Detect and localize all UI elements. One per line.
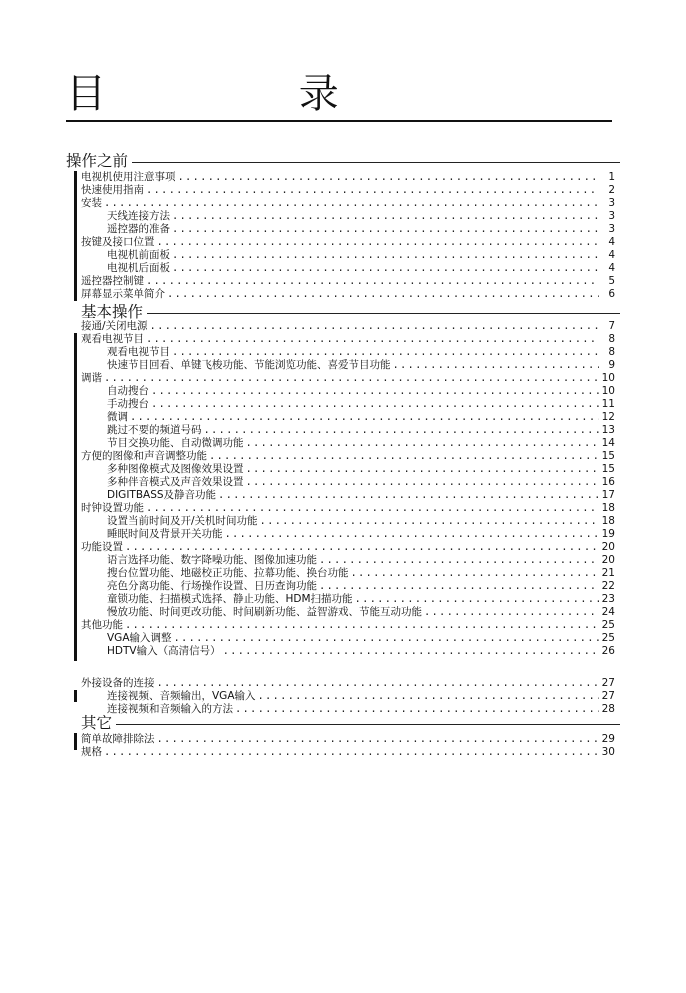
toc-entry[interactable] — [107, 463, 615, 476]
toc-entry-text: 语言选择功能、数字降噪功能、图像加速功能 — [107, 554, 317, 566]
toc-entry[interactable] — [107, 554, 615, 567]
toc-page-number: 26 — [601, 645, 615, 657]
toc-page-number: 9 — [608, 359, 615, 371]
toc-entry[interactable] — [107, 690, 615, 703]
toc-entry-text: VGA输入调整 — [107, 632, 172, 644]
section-rule — [132, 162, 620, 163]
toc-entry[interactable] — [107, 645, 615, 658]
toc-entry[interactable] — [107, 223, 615, 236]
toc-entry-text: 连接视频、音频输出，VGA输入 — [107, 690, 256, 702]
dot-leader — [218, 489, 599, 502]
toc-page-number: 3 — [608, 210, 615, 222]
toc-page-number: 14 — [601, 437, 615, 449]
toc-entry-text: 遥控器控制键 — [81, 275, 144, 287]
dot-leader — [157, 677, 600, 690]
toc-entry[interactable] — [81, 236, 615, 249]
toc-entry-text: 外接设备的连接 — [81, 677, 155, 689]
dot-leader — [157, 236, 600, 249]
toc-entry[interactable] — [107, 632, 615, 645]
dot-leader — [258, 690, 599, 703]
toc-page-number: 20 — [601, 554, 615, 566]
toc-page-number: 6 — [608, 288, 615, 300]
toc-page-number: 21 — [601, 567, 615, 579]
dot-leader — [351, 567, 600, 580]
title-rule — [66, 120, 612, 122]
toc-page-number: 18 — [601, 515, 615, 527]
toc-entry-text: 跳过不要的频道号码 — [107, 424, 202, 436]
toc-page-number: 3 — [608, 223, 615, 235]
toc-page-number: 25 — [601, 632, 615, 644]
toc-entry-text: 功能设置 — [81, 541, 123, 553]
toc-entry-text: 接通/关闭电源 — [81, 320, 148, 332]
toc-entry-text: 多种伴音模式及声音效果设置 — [107, 476, 244, 488]
toc-entry[interactable] — [107, 249, 615, 262]
toc-page-number: 4 — [608, 262, 615, 274]
dot-leader — [172, 223, 599, 236]
dot-leader — [223, 645, 599, 658]
dot-leader — [204, 424, 600, 437]
toc-page-number: 18 — [601, 502, 615, 514]
section-side-bar — [74, 690, 77, 702]
toc-entry-text: 快速使用指南 — [81, 184, 144, 196]
toc-page-number: 28 — [601, 703, 615, 715]
dot-leader — [146, 502, 599, 515]
toc-page-number: 22 — [601, 580, 615, 592]
dot-leader — [393, 359, 600, 372]
dot-leader — [246, 437, 600, 450]
toc-entry-text: 其他功能 — [81, 619, 123, 631]
dot-leader — [104, 372, 599, 385]
toc-entry-text: 慢放功能、时间更改功能、时间刷新功能、益智游戏、节能互动功能 — [107, 606, 422, 618]
toc-page-number: 13 — [601, 424, 615, 436]
toc-entry[interactable] — [107, 476, 615, 489]
toc-entry[interactable] — [81, 288, 615, 301]
dot-leader — [174, 632, 599, 645]
section-title: 其它 — [81, 714, 113, 732]
toc-page-number: 17 — [601, 489, 615, 501]
toc-entry-text: 天线连接方法 — [107, 210, 170, 222]
dot-leader — [151, 385, 599, 398]
section-side-bar — [74, 733, 77, 750]
toc-page-number: 29 — [601, 733, 615, 745]
dot-leader — [246, 463, 600, 476]
section-side-bar — [74, 171, 77, 301]
toc-page-number: 15 — [601, 450, 615, 462]
dot-leader — [125, 541, 599, 554]
toc-entry-text: 设置当前时间及开/关机时间功能 — [107, 515, 258, 527]
section-title: 操作之前 — [66, 152, 129, 170]
dot-leader — [125, 619, 599, 632]
toc-entry-text: 搜台位置功能、地磁校正功能、拉幕功能、换台功能 — [107, 567, 349, 579]
toc-page-number: 3 — [608, 197, 615, 209]
toc-page-number: 2 — [608, 184, 615, 196]
toc-entry[interactable] — [81, 541, 615, 554]
toc-entry[interactable] — [107, 424, 615, 437]
toc-entry-text: 屏幕显示菜单简介 — [81, 288, 165, 300]
toc-entry-text: 电视机使用注意事项 — [81, 171, 176, 183]
toc-entry[interactable] — [81, 450, 615, 463]
dot-leader — [104, 197, 599, 210]
dot-leader — [209, 450, 599, 463]
dot-leader — [355, 593, 599, 606]
toc-entry-text: 多种图像模式及图像效果设置 — [107, 463, 244, 475]
toc-entry[interactable] — [107, 593, 615, 606]
toc-page-number: 24 — [601, 606, 615, 618]
dot-leader — [319, 580, 599, 593]
dot-leader — [146, 184, 599, 197]
toc-entry[interactable] — [107, 210, 615, 223]
toc-entry-text: 规格 — [81, 746, 102, 758]
toc-entry-text: 微调 — [107, 411, 128, 423]
toc-page-number: 10 — [601, 385, 615, 397]
section-title: 基本操作 — [81, 303, 144, 321]
dot-leader — [167, 288, 599, 301]
dot-leader — [225, 528, 600, 541]
toc-page-number: 8 — [608, 333, 615, 345]
toc-entry[interactable] — [107, 580, 615, 593]
dot-leader — [424, 606, 599, 619]
toc-page-number: 15 — [601, 463, 615, 475]
dot-leader — [150, 320, 599, 333]
toc-page-number: 27 — [601, 690, 615, 702]
toc-entry[interactable] — [81, 171, 615, 184]
dot-leader — [260, 515, 599, 528]
dot-leader — [146, 275, 599, 288]
section-header — [81, 714, 620, 732]
toc-entry-text: 童锁功能、扫描模式选择、静止功能、HDM扫描功能 — [107, 593, 353, 605]
toc-entry[interactable] — [81, 619, 615, 632]
toc-entry[interactable] — [107, 437, 615, 450]
toc-entry-text: 快速节目回看、单键飞梭功能、节能浏览功能、喜爱节目功能 — [107, 359, 391, 371]
toc-page-number: 11 — [601, 398, 615, 410]
toc-page-number: 4 — [608, 249, 615, 261]
toc-page-number: 19 — [601, 528, 615, 540]
toc-entry-text: 观看电视节目 — [107, 346, 170, 358]
toc-entry-text: 亮色分离功能、行场操作设置、日历查询功能 — [107, 580, 317, 592]
dot-leader — [178, 171, 600, 184]
toc-entry[interactable] — [107, 567, 615, 580]
toc-entry[interactable] — [107, 528, 615, 541]
toc-entry-text: 观看电视节目 — [81, 333, 144, 345]
toc-page-number: 23 — [601, 593, 615, 605]
toc-entry-text: 睡眠时间及背景开关功能 — [107, 528, 223, 540]
toc-entry[interactable] — [107, 359, 615, 372]
dot-leader — [172, 210, 599, 223]
toc-entry[interactable] — [107, 398, 615, 411]
section-header — [66, 152, 620, 170]
dot-leader — [104, 746, 599, 759]
toc-page-number: 7 — [608, 320, 615, 332]
toc-entry[interactable] — [81, 372, 615, 385]
toc-entry-text: 简单故障排除法 — [81, 733, 155, 745]
toc-entry-text: 节目交换功能、自动微调功能 — [107, 437, 244, 449]
toc-entry-text: HDTV输入（高清信号） — [107, 645, 221, 657]
dot-leader — [151, 398, 599, 411]
toc-entry[interactable] — [81, 677, 615, 690]
section-header — [81, 303, 620, 321]
toc-entry-text: 手动搜台 — [107, 398, 149, 410]
toc-entry[interactable] — [107, 262, 615, 275]
toc-entry-text: 按键及接口位置 — [81, 236, 155, 248]
toc-entry-text: 自动搜台 — [107, 385, 149, 397]
toc-entry[interactable] — [81, 320, 615, 333]
section-rule — [147, 313, 620, 314]
dot-leader — [130, 411, 599, 424]
toc-page-number: 27 — [601, 677, 615, 689]
toc-entry[interactable] — [81, 333, 615, 346]
toc-entry[interactable] — [81, 275, 615, 288]
toc-page-number: 20 — [601, 541, 615, 553]
toc-page-number: 30 — [601, 746, 615, 758]
toc-entry[interactable] — [107, 385, 615, 398]
toc-entry-text: 电视机后面板 — [107, 262, 170, 274]
toc-entry-text: 调谐 — [81, 372, 102, 384]
toc-page-number: 12 — [601, 411, 615, 423]
toc-page-number: 10 — [601, 372, 615, 384]
toc-entry[interactable] — [107, 411, 615, 424]
toc-entry-text: 电视机前面板 — [107, 249, 170, 261]
dot-leader — [246, 476, 600, 489]
toc-page-number: 1 — [608, 171, 615, 183]
toc-entry[interactable] — [81, 746, 615, 759]
section-side-bar — [74, 333, 77, 661]
toc-entry-text: 遥控器的准备 — [107, 223, 170, 235]
page-title: 目 录 — [66, 71, 429, 117]
toc-page-number: 25 — [601, 619, 615, 631]
toc-entry-text: 方便的图像和声音调整功能 — [81, 450, 207, 462]
toc-entry[interactable] — [81, 197, 615, 210]
dot-leader — [172, 249, 599, 262]
toc-page-number: 16 — [601, 476, 615, 488]
toc-entry[interactable] — [107, 489, 615, 502]
dot-leader — [146, 333, 599, 346]
dot-leader — [157, 733, 600, 746]
dot-leader — [172, 262, 599, 275]
toc-page-number: 4 — [608, 236, 615, 248]
toc-page-number: 8 — [608, 346, 615, 358]
toc-entry[interactable] — [107, 515, 615, 528]
dot-leader — [319, 554, 599, 567]
section-rule — [116, 724, 620, 725]
toc-entry-text: 安装 — [81, 197, 102, 209]
toc-entry[interactable] — [81, 733, 615, 746]
toc-entry-text: 连接视频和音频输入的方法 — [107, 703, 233, 715]
toc-entry[interactable] — [107, 606, 615, 619]
toc-entry-text: 时钟设置功能 — [81, 502, 144, 514]
toc-entry[interactable] — [107, 346, 615, 359]
toc-entry[interactable] — [81, 184, 615, 197]
toc-entry-text: DIGITBASS及静音功能 — [107, 489, 217, 501]
dot-leader — [172, 346, 599, 359]
toc-page-number: 5 — [608, 275, 615, 287]
toc-entry[interactable] — [81, 502, 615, 515]
